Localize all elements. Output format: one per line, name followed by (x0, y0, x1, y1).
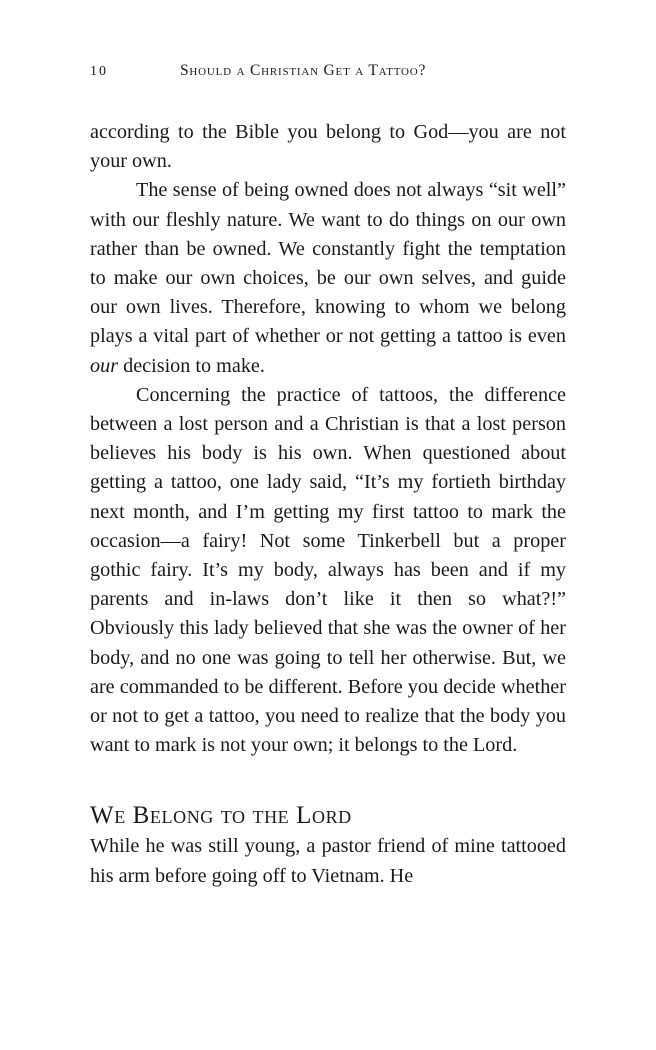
book-page (90, 62, 566, 891)
paragraph-2-text: The sense of being owned does not always “sit well” with our fleshly nature. We want to do things on our own rather than be owned. We constantly fight the temptation to make our own choices, be our own selves, and guide our own lives. Therefore, knowing to whom we belong plays a vital part of whether or not getting a tattoo is even (90, 179, 566, 348)
emphasis-our: our (90, 354, 119, 377)
page-number: 10 (90, 64, 108, 79)
body-text (90, 118, 566, 760)
running-title: Should a Christian Get a Tattoo? (180, 62, 427, 79)
paragraph-1: according to the Bible you belong to God—you are not your own. (90, 121, 566, 173)
section-paragraph-1: While he was still young, a pastor friend of mine tattooed his arm before going off to Vietnam. He (90, 835, 566, 887)
running-head (90, 62, 566, 88)
section-heading: We Belong to the Lord (90, 802, 352, 830)
paragraph-2-end: decision to make. (123, 354, 265, 377)
paragraph-2 (90, 176, 566, 380)
paragraph-3: Concerning the practice of tattoos, the difference between a lost person and a Christian is that a lost person believes his body is his own. When questioned about getting a tattoo, one lady said, “It’s my fortieth birthday next month, and I’m getting my first tattoo to mark the occasion—a fairy! Not some Tinkerbell but a proper gothic fairy. It’s my body, always has been and if my parents and in-laws don’t like it then so what?!” Obviously this lady believed that she was the owner of her body, and no one was going to tell her otherwise. But, we are commanded to be different. Before you decide whether or not to get a tattoo, you need to realize that the body you want to mark is not your own; it belongs to the Lord. (90, 383, 566, 757)
